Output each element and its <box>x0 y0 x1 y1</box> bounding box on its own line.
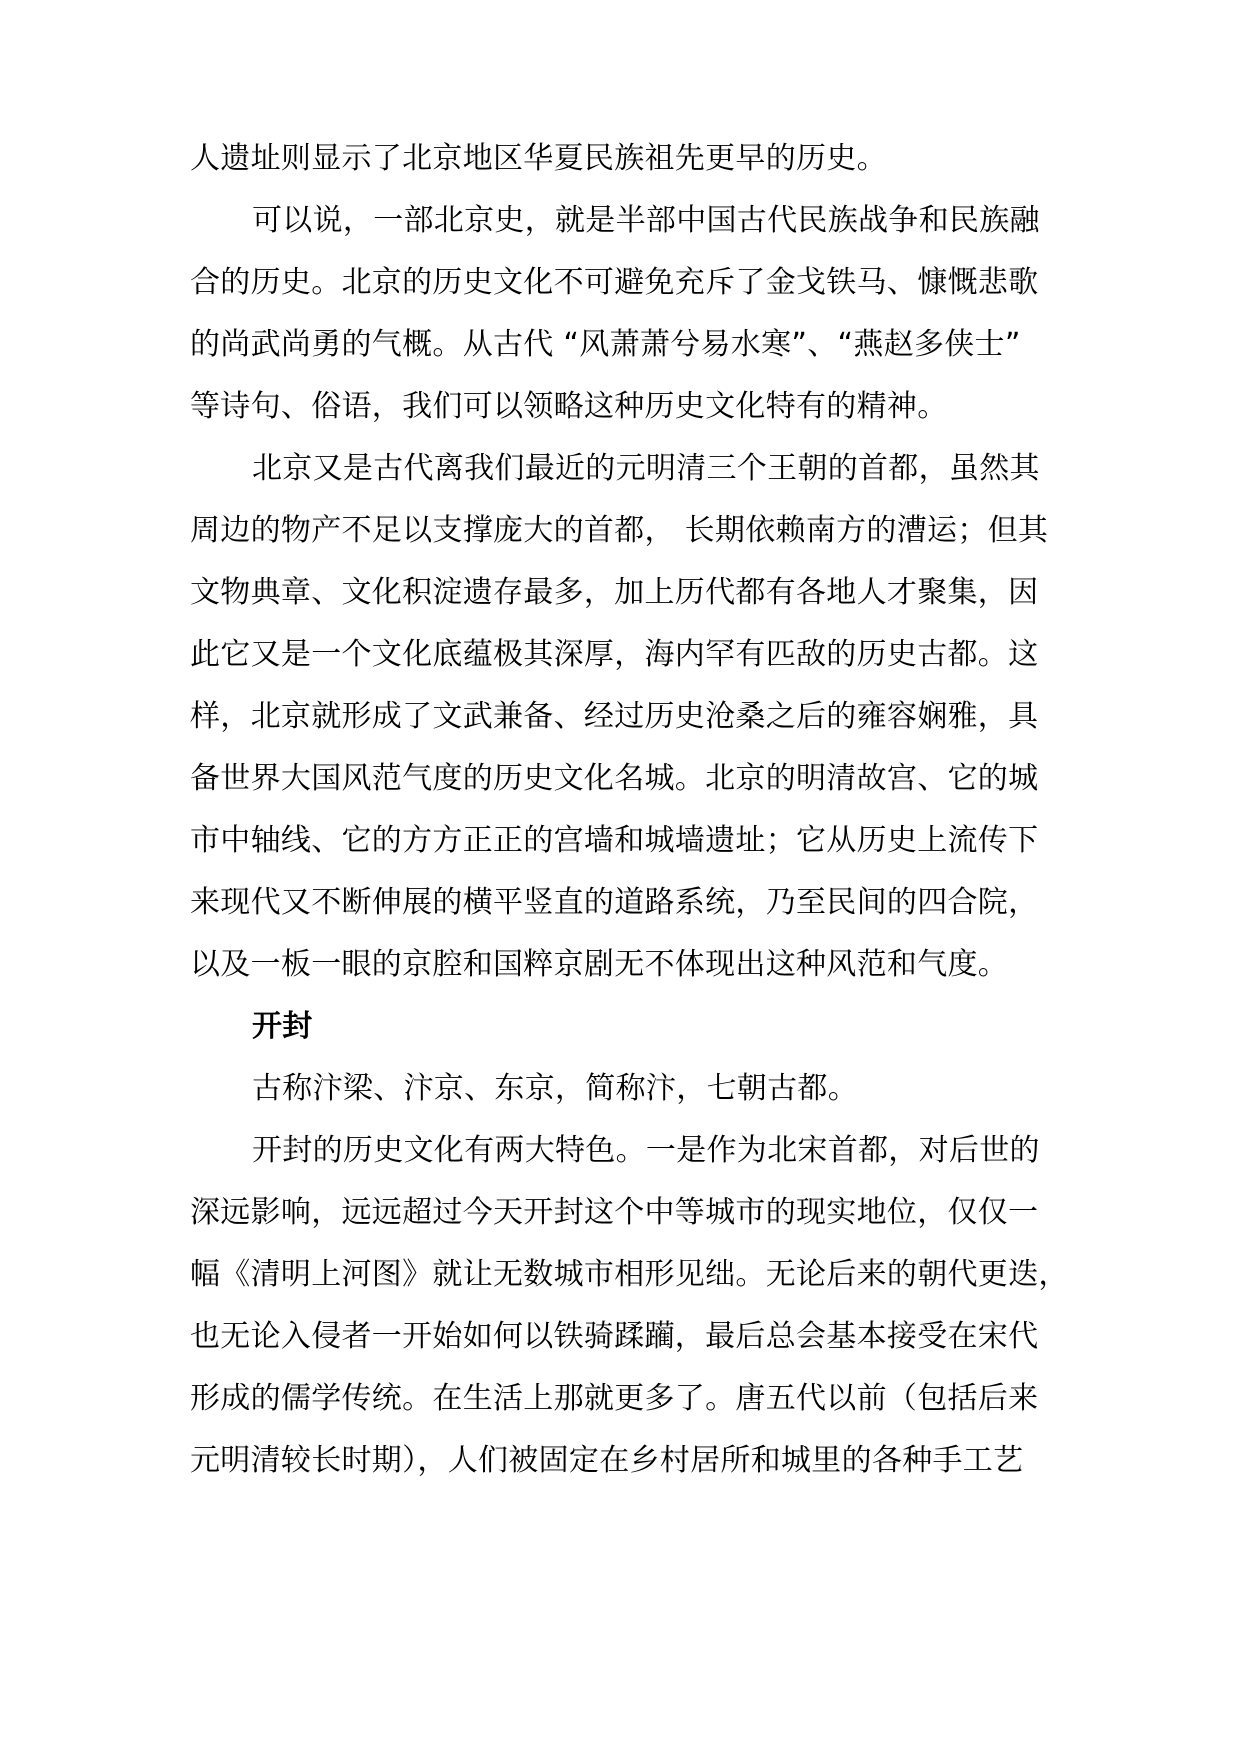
text-line: 此它又是一个文化底蕴极其深厚，海内罕有匹敌的历史古都。这 <box>190 637 1039 672</box>
text-line: 形成的儒学传统。在生活上那就更多了。唐五代以前（包括后来 <box>190 1381 1039 1416</box>
text-line: 也无论入侵者一开始如何以铁骑蹂躏，最后总会基本接受在宋代 <box>190 1319 1039 1354</box>
text-line: 深远影响，远远超过今天开封这个中等城市的现实地位，仅仅一 <box>190 1195 1039 1230</box>
text-line: 以及一板一眼的京腔和国粹京剧无不体现出这种风范和气度。 <box>190 947 1009 982</box>
text-line: 开封的历史文化有两大特色。一是作为北宋首都，对后世的 <box>252 1133 1040 1168</box>
text-line: 北京又是古代离我们最近的元明清三个王朝的首都，虽然其 <box>252 451 1040 486</box>
text-line: 合的历史。北京的历史文化不可避免充斥了金戈铁马、慷慨悲歌 <box>190 265 1039 300</box>
text-line: 周边的物产不足以支撑庞大的首都， 长期依赖南方的漕运；但其 <box>190 513 1049 548</box>
text-line: 元明清较长时期），人们被固定在乡村居所和城里的各种手工艺 <box>190 1443 1024 1478</box>
section-heading: 开封 <box>252 1009 313 1044</box>
text-line: 来现代又不断伸展的横平竖直的道路系统，乃至民间的四合院， <box>190 885 1039 920</box>
text-line: 人遗址则显示了北京地区华夏民族祖先更早的历史。 <box>190 141 887 176</box>
text-line: 样，北京就形成了文武兼备、经过历史沧桑之后的雍容娴雅，具 <box>190 699 1039 734</box>
text-line: 的尚武尚勇的气概。从古代 “风萧萧兮易水寒”、“燕赵多侠士” <box>190 327 1021 362</box>
text-line: 等诗句、俗语，我们可以领略这种历史文化特有的精神。 <box>190 389 948 424</box>
text-line: 备世界大国风范气度的历史文化名城。北京的明清故宫、它的城 <box>190 761 1039 796</box>
text-line: 古称汴梁、汴京、东京，简称汴，七朝古都。 <box>252 1071 858 1106</box>
text-line: 市中轴线、它的方方正正的宫墙和城墙遗址；它从历史上流传下 <box>190 823 1039 858</box>
text-line: 幅《清明上河图》就让无数城市相形见绌。无论后来的朝代更迭， <box>190 1257 1069 1292</box>
text-line: 文物典章、文化积淀遗存最多，加上历代都有各地人才聚集，因 <box>190 575 1039 610</box>
text-line: 可以说，一部北京史，就是半部中国古代民族战争和民族融 <box>252 203 1040 238</box>
